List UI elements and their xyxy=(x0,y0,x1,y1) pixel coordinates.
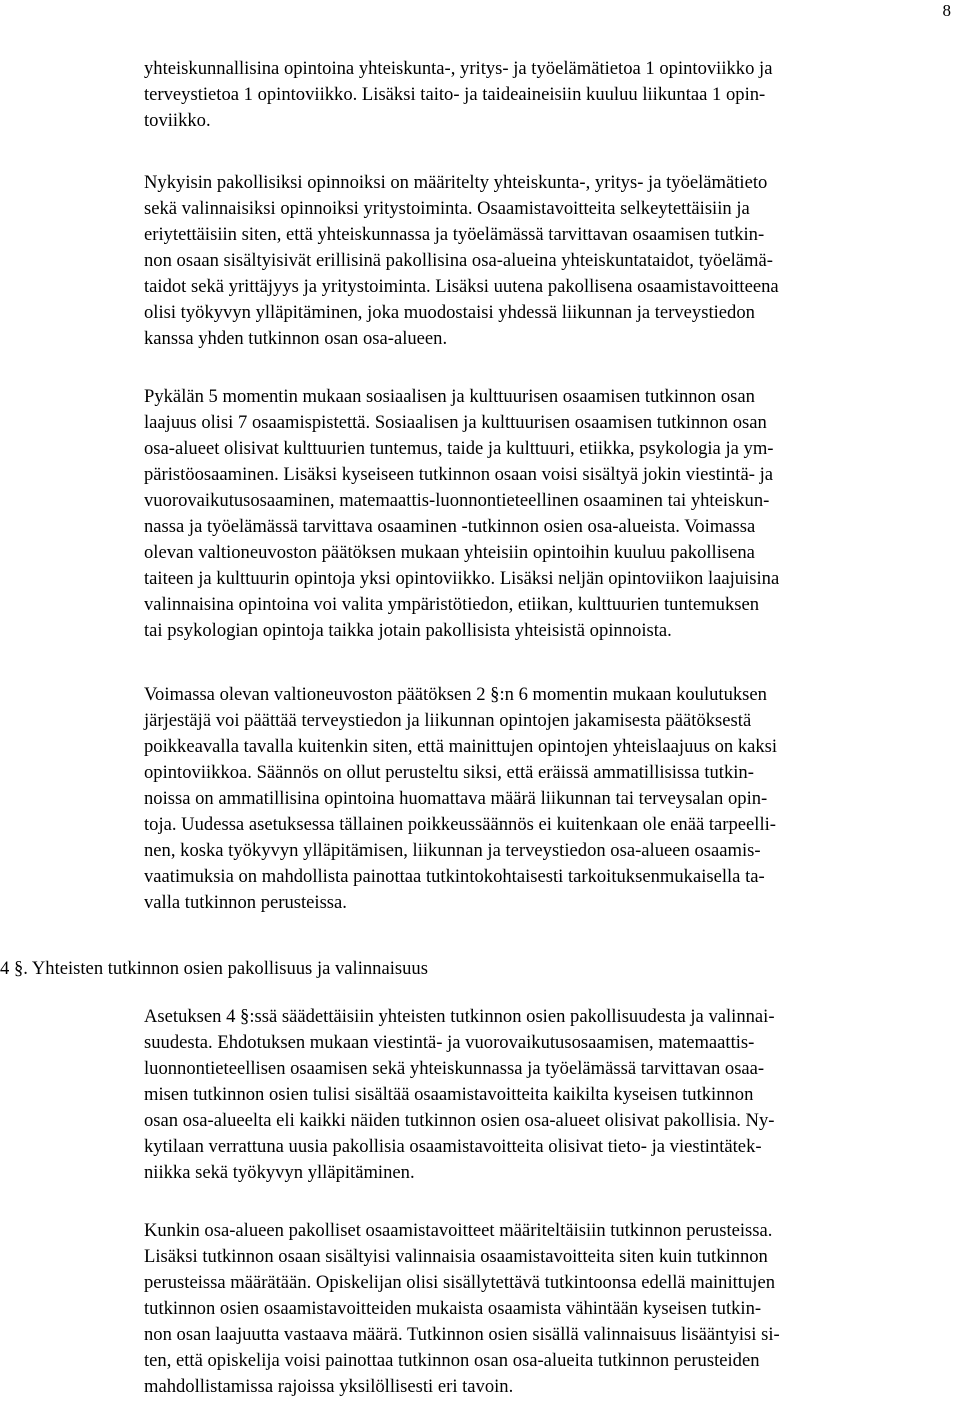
text-line: non osan laajuutta vastaava määrä. Tutkinnon osien sisällä valinnaisuus lisääntyisi si- xyxy=(144,1324,780,1345)
text-line: Voimassa olevan valtioneuvoston päätöksen 2 §:n 6 momentin mukaan koulutuksen xyxy=(144,684,767,705)
text-line: nassa ja työelämässä tarvittava osaaminen -tutkinnon osien osa-alueista. Voimassa xyxy=(144,516,756,537)
paragraph xyxy=(144,384,954,644)
text-line: noissa on ammatillisina opintoina huomattava määrä liikunnan tai terveysalan opin- xyxy=(144,788,768,809)
text-line: tai psykologian opintoja taikka jotain pakollisista yhteisistä opinnoista. xyxy=(144,620,672,641)
text-line: vaatimuksia on mahdollista painottaa tutkintokohtaisesti tarkoituksenmukaisella ta- xyxy=(144,866,765,887)
paragraph xyxy=(144,1218,954,1400)
text-line: päristöosaaminen. Lisäksi kyseiseen tutkinnon osaan voisi sisältyä jokin viestintä- ja xyxy=(144,464,773,485)
text-line: nen, koska työkyvyn ylläpitämisen, liikunnan ja terveystiedon osa-alueen osaamis- xyxy=(144,840,761,861)
text-line: valla tutkinnon perusteissa. xyxy=(144,892,347,913)
text-line: valinnaisina opintoina voi valita ympäristötiedon, etiikan, kulttuurien tuntemuksen xyxy=(144,594,760,615)
text-line: terveystietoa 1 opintoviikko. Lisäksi taito- ja taideaineisiin kuuluu liikuntaa 1 opin- xyxy=(144,84,766,105)
text-line: järjestäjä voi päättää terveystiedon ja liikunnan opintojen jakamisesta päätöksestä xyxy=(144,710,752,731)
text-line: Nykyisin pakollisiksi opinnoiksi on määritelty yhteiskunta-, yritys- ja työelämätieto xyxy=(144,172,768,193)
text-line: tutkinnon osien osaamistavoitteiden mukaista osaamista vähintään kyseisen tutkin- xyxy=(144,1298,762,1319)
text-line: Pykälän 5 momentin mukaan sosiaalisen ja kulttuurisen osaamisen tutkinnon osan xyxy=(144,386,755,407)
text-line: non osaan sisältyisivät erillisinä pakollisina osa-alueina yhteiskuntataidot, työelämä- xyxy=(144,250,773,271)
text-line: yhteiskunnallisina opintoina yhteiskunta-, yritys- ja työelämätietoa 1 opintoviikko ja xyxy=(144,58,773,79)
text-line: taiteen ja kulttuurin opintoja yksi opintoviikko. Lisäksi neljän opintoviikon laajuisina xyxy=(144,568,780,589)
section-heading: 4 §. Yhteisten tutkinnon osien pakollisuus ja valinnaisuus xyxy=(0,958,428,979)
text-line: laajuus olisi 7 osaamispistettä. Sosiaalisen ja kulttuurisen osaamisen tutkinnon osan xyxy=(144,412,767,433)
paragraph xyxy=(144,1004,954,1186)
text-line: kanssa yhden tutkinnon osan osa-alueen. xyxy=(144,328,448,349)
text-line: olisi työkyvyn ylläpitäminen, joka muodostaisi yhdessä liikunnan ja terveystiedon xyxy=(144,302,755,323)
text-line: taidot sekä yrittäjyys ja yritystoiminta. Lisäksi uutena pakollisena osaamistavoitteena xyxy=(144,276,779,297)
text-line: Asetuksen 4 §:ssä säädettäisiin yhteisten tutkinnon osien pakollisuudesta ja valinnai- xyxy=(144,1006,775,1027)
text-line: luonnontieteellisen osaamisen sekä yhteiskunnassa ja työelämässä tarvittavan osaa- xyxy=(144,1058,765,1079)
text-line: vuorovaikutusosaaminen, matemaattis-luonnontieteellinen osaaminen tai yhteiskun- xyxy=(144,490,770,511)
text-line: osan osa-alueelta eli kaikki näiden tutkinnon osien osa-alueet olisivat pakollisia. Ny- xyxy=(144,1110,775,1131)
text-line: niikka sekä työkyvyn ylläpitäminen. xyxy=(144,1162,415,1183)
text-line: osa-alueet olisivat kulttuurien tuntemus, taide ja kulttuuri, etiikka, psykologia ja ym- xyxy=(144,438,774,459)
text-line: eriytettäisiin siten, että yhteiskunnassa ja työelämässä tarvittavan osaamisen tutkin- xyxy=(144,224,765,245)
text-line: olevan valtioneuvoston päätöksen mukaan yhteisiin opintoihin kuuluu pakollisena xyxy=(144,542,755,563)
text-line: toja. Uudessa asetuksessa tällainen poikkeussäännös ei kuitenkaan ole enää tarpeelli- xyxy=(144,814,776,835)
text-line: poikkeavalla tavalla kuitenkin siten, että mainittujen opintojen yhteislaajuus on kaksi xyxy=(144,736,778,757)
text-line: Kunkin osa-alueen pakolliset osaamistavoitteet määriteltäisiin tutkinnon perusteissa. xyxy=(144,1220,773,1241)
text-line: sekä valinnaisiksi opinnoiksi yritystoiminta. Osaamistavoitteita selkeytettäisiin ja xyxy=(144,198,750,219)
text-line: kytilaan verrattuna uusia pakollisia osaamistavoitteita olisivat tieto- ja viestintätek- xyxy=(144,1136,762,1157)
text-line: suudesta. Ehdotuksen mukaan viestintä- ja vuorovaikutusosaamisen, matemaattis- xyxy=(144,1032,755,1053)
text-line: mahdollistamissa rajoissa yksilöllisesti eri tavoin. xyxy=(144,1376,514,1397)
text-line: opintoviikkoa. Säännös on ollut perusteltu siksi, että eräissä ammatillisissa tutkin- xyxy=(144,762,754,783)
text-line: perusteissa määrätään. Opiskelijan olisi sisällytettävä tutkintoonsa edellä mainittujen xyxy=(144,1272,775,1293)
text-line: misen tutkinnon osien tulisi sisältää osaamistavoitteita kaikilta kyseisen tutkinnon xyxy=(144,1084,754,1105)
text-line: toviikko. xyxy=(144,110,211,131)
paragraph xyxy=(144,56,954,134)
text-line: ten, että opiskelija voisi painottaa tutkinnon osan osa-alueita tutkinnon perusteiden xyxy=(144,1350,760,1371)
paragraph xyxy=(144,170,954,352)
page-number: 8 xyxy=(942,1,951,20)
text-line: Lisäksi tutkinnon osaan sisältyisi valinnaisia osaamistavoitteita siten kuin tutkinnon xyxy=(144,1246,768,1267)
paragraph xyxy=(144,682,954,916)
